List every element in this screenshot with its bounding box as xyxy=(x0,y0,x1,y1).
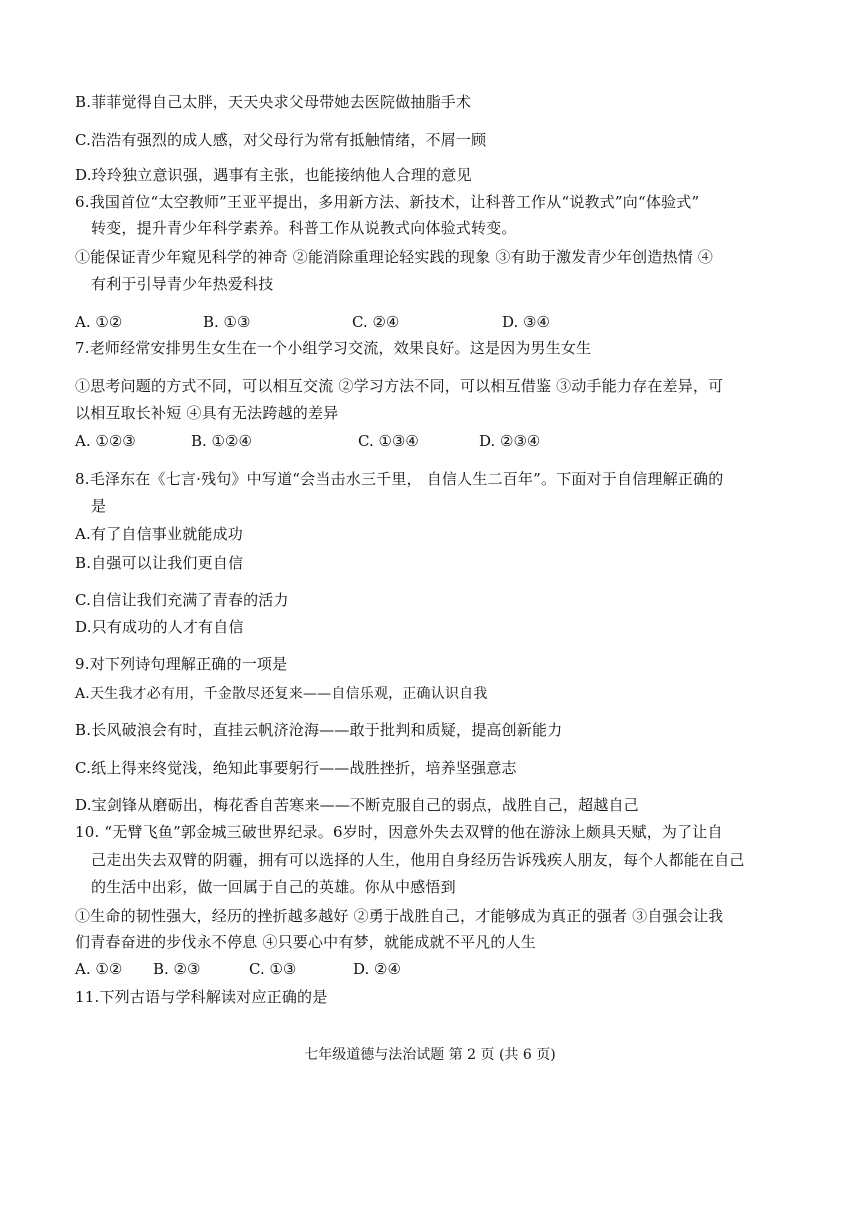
q8-option-b: B.自强可以让我们更自信 xyxy=(75,554,244,572)
q10-stem-line1: 10. “无臂飞鱼”郭金城三破世界纪录。6岁时，因意外失去双臂的他在游泳上颇具天赋，为了让自 xyxy=(75,823,723,841)
q6-option: D. ③④ xyxy=(502,313,550,331)
q5-option-b: B.菲菲觉得自己太胖，天天央求父母带她去医院做抽脂手术 xyxy=(75,93,472,111)
q5-option-d: D.玲玲独立意识强，遇事有主张，也能接纳他人合理的意见 xyxy=(75,166,472,184)
q9-option-d: D.宝剑锋从磨砺出，梅花香自苦寒来——不断克服自己的弱点，战胜自己，超越自己 xyxy=(75,796,639,814)
q8-option-c: C.自信让我们充满了青春的活力 xyxy=(75,591,289,609)
q8-option-a: A.有了自信事业就能成功 xyxy=(75,525,244,543)
q7-option: D. ②③④ xyxy=(479,432,541,450)
q9-option-a: A.天生我才必有用，千金散尽还复来——自信乐观，正确认识自我 xyxy=(75,686,488,702)
q6-option: A. ①② xyxy=(75,313,123,331)
q6-statements-line2: 有利于引导青少年热爱科技 xyxy=(91,275,274,293)
q8-stem-line2: 是 xyxy=(91,497,107,515)
q5-option-c: C.浩浩有强烈的成人感，对父母行为常有抵触情绪，不屑一顾 xyxy=(75,131,487,149)
q6-option: B. ①③ xyxy=(203,313,251,331)
q6-stem-line2: 转变，提升青少年科学素养。科普工作从说教式向体验式转变。 xyxy=(91,219,517,237)
q10-stem-line3: 的生活中出彩，做一回属于自己的英雄。你从中感悟到 xyxy=(91,878,456,896)
q7-stem: 7.老师经常安排男生女生在一个小组学习交流，效果良好。这是因为男生女生 xyxy=(75,339,592,357)
q7-option: B. ①②④ xyxy=(191,432,252,450)
q7-statements-line1: ①思考问题的方式不同，可以相互交流 ②学习方法不同，可以相互借鉴 ③动手能力存在差异，可 xyxy=(75,377,724,395)
q10-option: C. ①③ xyxy=(249,960,297,978)
q9-stem: 9.对下列诗句理解正确的一项是 xyxy=(75,655,288,673)
q7-option: A. ①②③ xyxy=(75,432,136,450)
q10-option: B. ②③ xyxy=(153,960,201,978)
q8-option-d: D.只有成功的人才有自信 xyxy=(75,618,244,636)
q6-stem-line1: 6.我国首位“太空教师”王亚平提出，多用新方法、新技术，让科普工作从“说教式”向“体验式” xyxy=(75,193,700,211)
q7-option: C. ①③④ xyxy=(358,432,419,450)
q10-stem-line2: 己走出失去双臂的阴霾，拥有可以选择的人生，他用自身经历告诉残疾人朋友，每个人都能在自己 xyxy=(91,851,745,869)
q11-stem: 11.下列古语与学科解读对应正确的是 xyxy=(75,988,328,1006)
q7-statements-line2: 以相互取长补短 ④具有无法跨越的差异 xyxy=(75,404,339,422)
q10-option: D. ②④ xyxy=(353,960,401,978)
q9-option-c: C.纸上得来终觉浅，绝知此事要躬行——战胜挫折，培养坚强意志 xyxy=(75,759,517,777)
page-footer: 七年级道德与法治试题 第 2 页 (共 6 页) xyxy=(304,1047,556,1063)
q10-statements-line1: ①生命的韧性强大，经历的挫折越多越好 ②勇于战胜自己，才能够成为真正的强者 ③自强会让我 xyxy=(75,907,724,925)
q10-option: A. ①② xyxy=(75,960,123,978)
q10-statements-line2: 们青春奋进的步伐永不停息 ④只要心中有梦，就能成就不平凡的人生 xyxy=(75,933,536,951)
q8-stem-line1: 8.毛泽东在《七言·残句》中写道“会当击水三千里， 自信人生二百年”。下面对于自信理解正确的 xyxy=(75,470,724,488)
q9-option-b: B.长风破浪会有时，直挂云帆济沧海——敢于批判和质疑，提高创新能力 xyxy=(75,721,563,739)
q6-option: C. ②④ xyxy=(352,313,400,331)
q6-statements-line1: ①能保证青少年窥见科学的神奇 ②能消除重理论轻实践的现象 ③有助于激发青少年创造热情 ④ xyxy=(75,248,714,266)
